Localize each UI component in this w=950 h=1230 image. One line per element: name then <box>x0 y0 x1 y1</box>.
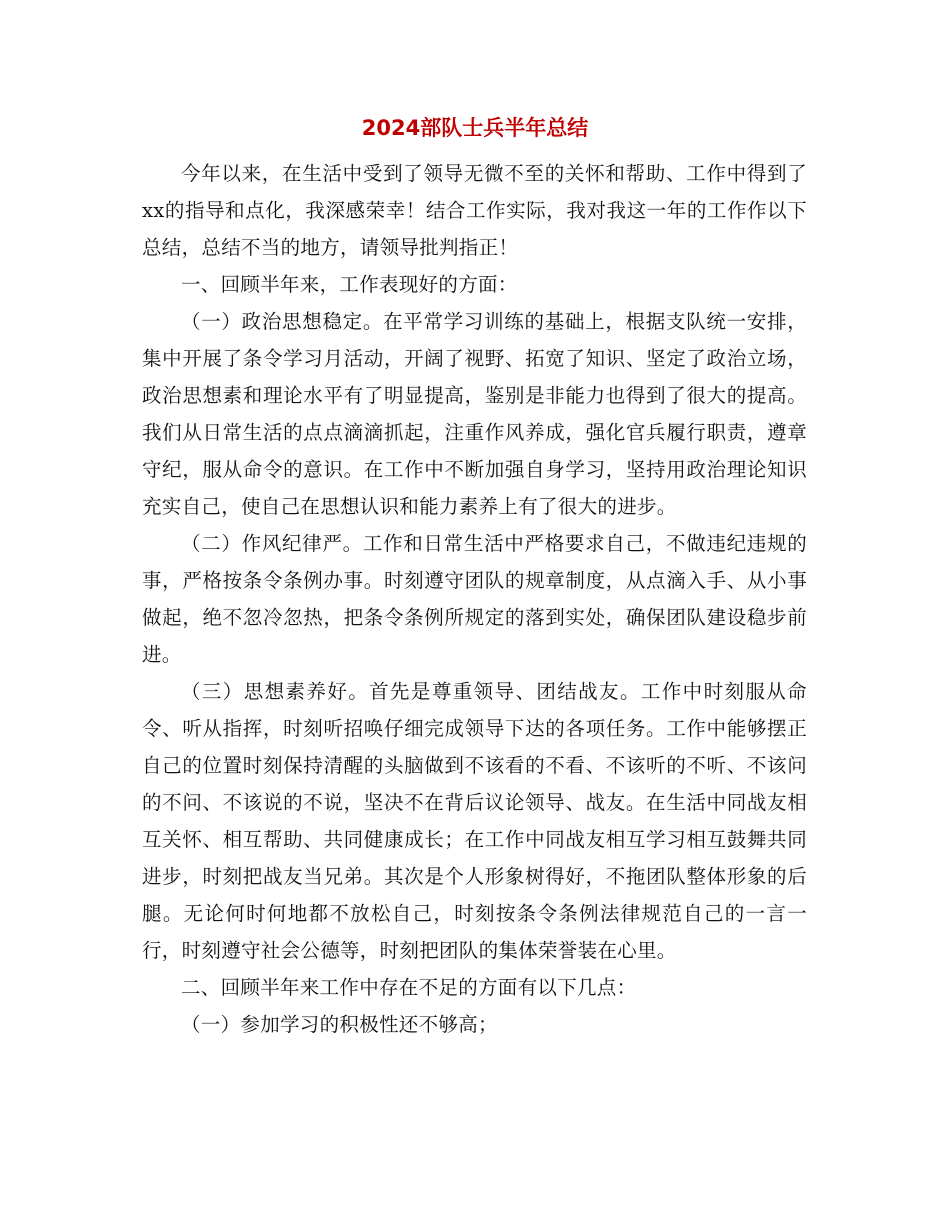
heading-section-1: 一、回顾半年来，工作表现好的方面： <box>181 273 518 296</box>
paragraph-quality: （三）思想素养好。首先是尊重领导、团结战友。工作中时刻服从命令、听从指挥，时刻听招唤仔细完成领导下达的各项任务。工作中能够摆正自己的位置时刻保持清醒的头脑做到不该看的不看、不该听的不听、不该问的不问、不该说的不说，坚决不在背后议论领导、战友。在生活中同战友相互关怀、相互帮助、共同健康成长；在工作中同战友相互学习相互鼓舞共同进步，时刻把战友当兄弟。其次是个人形象树得好，不拖团队整体形象的后腿。无论何时何地都不放松自己，时刻按条令条例法律规范自己的一言一行，时刻遵守社会公德等，时刻把团队的集体荣誉装在心里。 <box>142 680 807 962</box>
paragraph-shortcoming-1: （一）参加学习的积极性还不够高； <box>181 1013 498 1036</box>
paragraph-political: （一）政治思想稳定。在平常学习训练的基础上，根据支队统一安排，集中开展了条令学习月活动，开阔了视野、拓宽了知识、坚定了政治立场，政治思想素和理论水平有了明显提高，鉴别是非能力也得到了很大的提高。我们从日常生活的点点滴滴抓起，注重作风养成，强化官兵履行职责，遵章守纪，服从命令的意识。在工作中不断加强自身学习，坚持用政治理论知识充实自己，使自己在思想认识和能力素养上有了很大的进步。 <box>142 310 807 518</box>
paragraph-discipline: （二）作风纪律严。工作和日常生活中严格要求自己，不做违纪违规的事，严格按条令条例办事。时刻遵守团队的规章制度，从点滴入手、从小事做起，绝不忽冷忽热，把条令条例所规定的落到实处，确保团队建设稳步前进。 <box>142 532 807 666</box>
document-body <box>142 155 807 1043</box>
document-title: 2024部队士兵半年总结 <box>361 116 589 140</box>
heading-section-2: 二、回顾半年来工作中存在不足的方面有以下几点： <box>181 976 637 999</box>
paragraph-intro: 今年以来，在生活中受到了领导无微不至的关怀和帮助、工作中得到了xx的指导和点化，我深感荣幸！结合工作实际，我对我这一年的工作作以下总结，总结不当的地方，请领导批判指正！ <box>142 162 807 259</box>
